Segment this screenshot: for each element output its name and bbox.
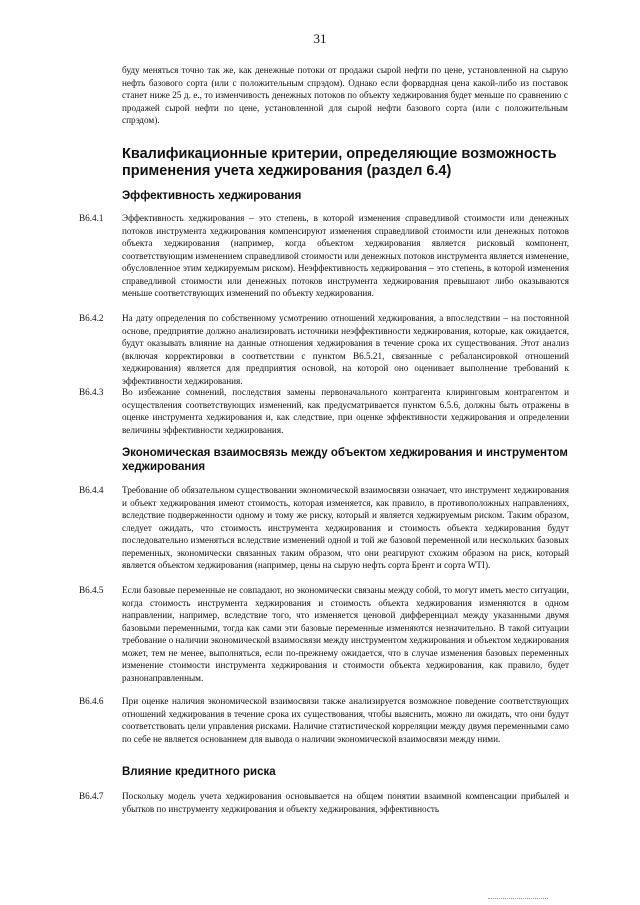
paragraph-number: B6.4.3 [79, 387, 104, 397]
intro-paragraph: буду меняться точно так же, как денежные потоки от продажи сырой нефти по цене, установленной на сырую нефть базового сорта (или с положительным спрэдом). Однако если форвардная цена какой-либо из поставок станет ниже 25 д. е., то изменчивость денежных потоков по объекту хеджирования будет меньше по сравнению с продажей сырой нефти по цене, установленной для сырой нефти базового сорта (или с положительным спрэдом). [122, 65, 568, 125]
subheading-economic-relationship: Экономическая взаимосвязь между объектом хеджирования и инструментом хеджирования [122, 447, 568, 473]
paragraph-text: Эффективность хеджирования – это степень, в которой изменения справедливой стоимости или денежных потоков инструмента хеджирования компенсируют изменения справедливой стоимости или денежных потоков объекта хеджирования (например, когда объектом хеджирования является рисковый компонент, соответствующим изменением справедливой стоимости или денежных потоков инструмента является изменение, обусловленное этим хеджируемым риском). Неэффективность хеджирования – это степень, в которой изменения справедливой стоимости или денежных потоков инструмента хеджирования превышают либо оказываются меньше соответствующих изменений по объекту хеджирования. [122, 213, 569, 298]
paragraph-b642 [79, 312, 569, 387]
paragraph-b646 [79, 695, 569, 745]
paragraph-text: При оценке наличия экономической взаимосвязи также анализируется возможное поведение соответствующих отношений хеджирования в течение срока их существования, чтобы выяснить, можно ли ожидать, что они будут соответствовать цели управления рисками. Наличие статистической корреляции между двумя переменными само по себе не является основанием для вывода о наличии экономической взаимосвязи между ними. [122, 696, 569, 744]
paragraph-b644 [79, 484, 569, 572]
paragraph-text: Во избежание сомнений, последствия замены первоначального контрагента клиринговым контрагентом и осуществления соответствующих изменений, как предусматривается пунктом 6.5.6, должны быть отражены в оценке инструмента хеджирования и, как следствие, при оценке эффективности хеджирования и определении величины эффективности хеджирования. [122, 387, 569, 435]
paragraph-number: B6.4.6 [79, 696, 104, 706]
scan-artifact [488, 898, 548, 902]
paragraph-number: B6.4.2 [79, 313, 104, 323]
paragraph-number: B6.4.1 [79, 213, 104, 223]
paragraph-b647 [79, 790, 569, 815]
paragraph-text: Если базовые переменные не совпадают, но экономически связаны между собой, то могут иметь место ситуации, когда стоимость инструмента хеджирования и стоимость объекта хеджирования изменяются в одном направлении, например, вследствие того, что изменяется ценовой дифференциал между указанными двумя базовыми переменными, тогда как сами эти базовые переменные изменяются незначительно. В такой ситуации требование о наличии экономической взаимосвязи между инструментом хеджирования и объектом хеджирования может, тем не менее, выполняться, если по-прежнему ожидается, что в случае изменения базовых переменных изменение стоимости инструмента хеджирования и стоимости объекта хеджирования, как правило, будет разнонаправленным. [122, 585, 569, 683]
paragraph-number: B6.4.4 [79, 485, 104, 495]
paragraph-b645 [79, 584, 569, 684]
subheading-credit-risk: Влияние кредитного риска [122, 766, 276, 778]
paragraph-number: B6.4.5 [79, 585, 104, 595]
paragraph-text: На дату определения по собственному усмотрению отношений хеджирования, а впоследствии – на постоянной основе, предприятие должно анализировать источники неэффективности хеджирования, которые, как ожидается, будут оказывать влияние на данные отношения хеджирования в течение срока их существования. Этот анализ (включая корректировки в соответствии с пунктом B6.5.21, связанные с ребалансировкой отношений хеджирования) является для предприятия основой, на которой оно оценивает выполнение требований к эффективности хеджирования. [122, 313, 569, 386]
paragraph-b641 [79, 212, 569, 300]
paragraph-text: Поскольку модель учета хеджирования основывается на общем понятии взаимной компенсации прибылей и убытков по инструменту хеджирования и объекту хеджирования, эффективность [122, 791, 569, 814]
page-number: 31 [313, 31, 327, 46]
subheading-effectiveness: Эффективность хеджирования [122, 190, 302, 202]
paragraph-b643 [79, 386, 569, 436]
paragraph-text: Требование об обязательном существовании экономической взаимосвязи означает, что инструмент хеджирования и объект хеджирования имеют стоимость, которая изменяется, как правило, в противоположных направлениях, вследствие подверженности одному и тому же риску, который и является хеджируемым риском. Таким образом, следует ожидать, что стоимость инструмента хеджирования и стоимость объекта хеджирования будут последовательно изменяться вследствие изменений одной и той же базовой переменной или нескольких базовых переменных, экономически связанных таким образом, что они реагируют схожим образом на риск, который является объектом хеджирования (например, цены на сырую нефть сорта Брент и сорта WTI). [122, 485, 569, 570]
section-heading: Квалификационные критерии, определяющие возможность применения учета хеджирования (раздел 6.4) [122, 146, 557, 179]
paragraph-number: B6.4.7 [79, 791, 104, 801]
